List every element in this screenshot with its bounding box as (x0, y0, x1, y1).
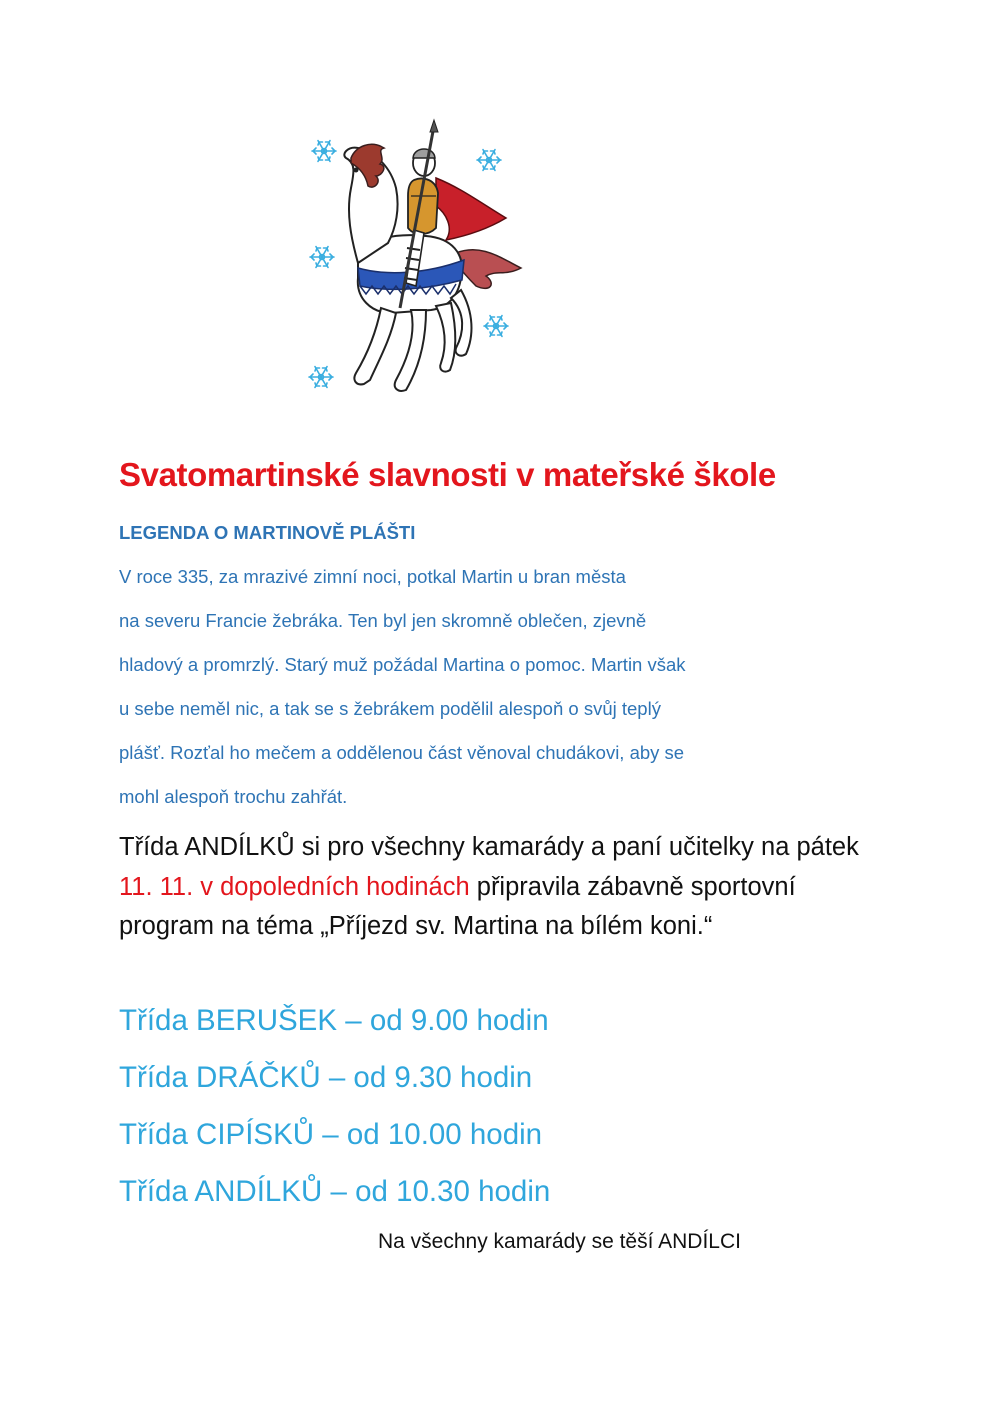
snowflake-icon (310, 247, 334, 268)
legend-heading: LEGENDA O MARTINOVĚ PLÁŠTI (119, 522, 416, 543)
schedule-item: Třída ANDÍLKŮ – od 10.30 hodin (119, 1175, 551, 1208)
class-schedule (119, 1002, 550, 1230)
legend-line: V roce 335, za mrazivé zimní noci, potkal Martin u bran města (119, 566, 626, 587)
schedule-item: Třída CIPÍSKŮ – od 10.00 hodin (119, 1118, 543, 1151)
page-title: Svatomartinské slavnosti v mateřské škole (119, 456, 776, 493)
snowflake-icon (484, 316, 508, 337)
snowflake-icon (312, 141, 336, 162)
schedule-item: Třída DRÁČKŮ – od 9.30 hodin (119, 1061, 533, 1094)
snowflake-icon (477, 150, 501, 171)
snowflake-icon (309, 367, 333, 388)
legend-text (119, 565, 686, 829)
schedule-item: Třída BERUŠEK – od 9.00 hodin (119, 1004, 549, 1037)
legend-line: plášť. Rozťal ho mečem a oddělenou část věnoval chudákovi, aby se (119, 742, 685, 763)
announcement-paragraph (119, 828, 859, 947)
saint-martin-illustration (296, 118, 536, 428)
signature-line: Na všechny kamarády se těší ANDÍLCI (378, 1230, 741, 1253)
announcement-text-continued: připravila zábavně sportovní program na téma „Příjezd sv. Martina na bílém koni.“ (119, 872, 796, 940)
legend-line: na severu Francie žebráka. Ten byl jen skromně oblečen, zjevně (119, 610, 647, 631)
announcement-text: Třída ANDÍLKŮ si pro všechny kamarády a paní učitelky na pátek (119, 833, 859, 861)
legend-line: hladový a promrzlý. Starý muž požádal Martina o pomoc. Martin však (119, 654, 686, 675)
event-date-highlight: 11. 11. v dopoledních hodinách (119, 872, 470, 901)
legend-line: u sebe neměl nic, a tak se s žebrákem podělil alespoň o svůj teplý (119, 698, 661, 719)
legend-line: mohl alespoň trochu zahřát. (119, 786, 348, 807)
